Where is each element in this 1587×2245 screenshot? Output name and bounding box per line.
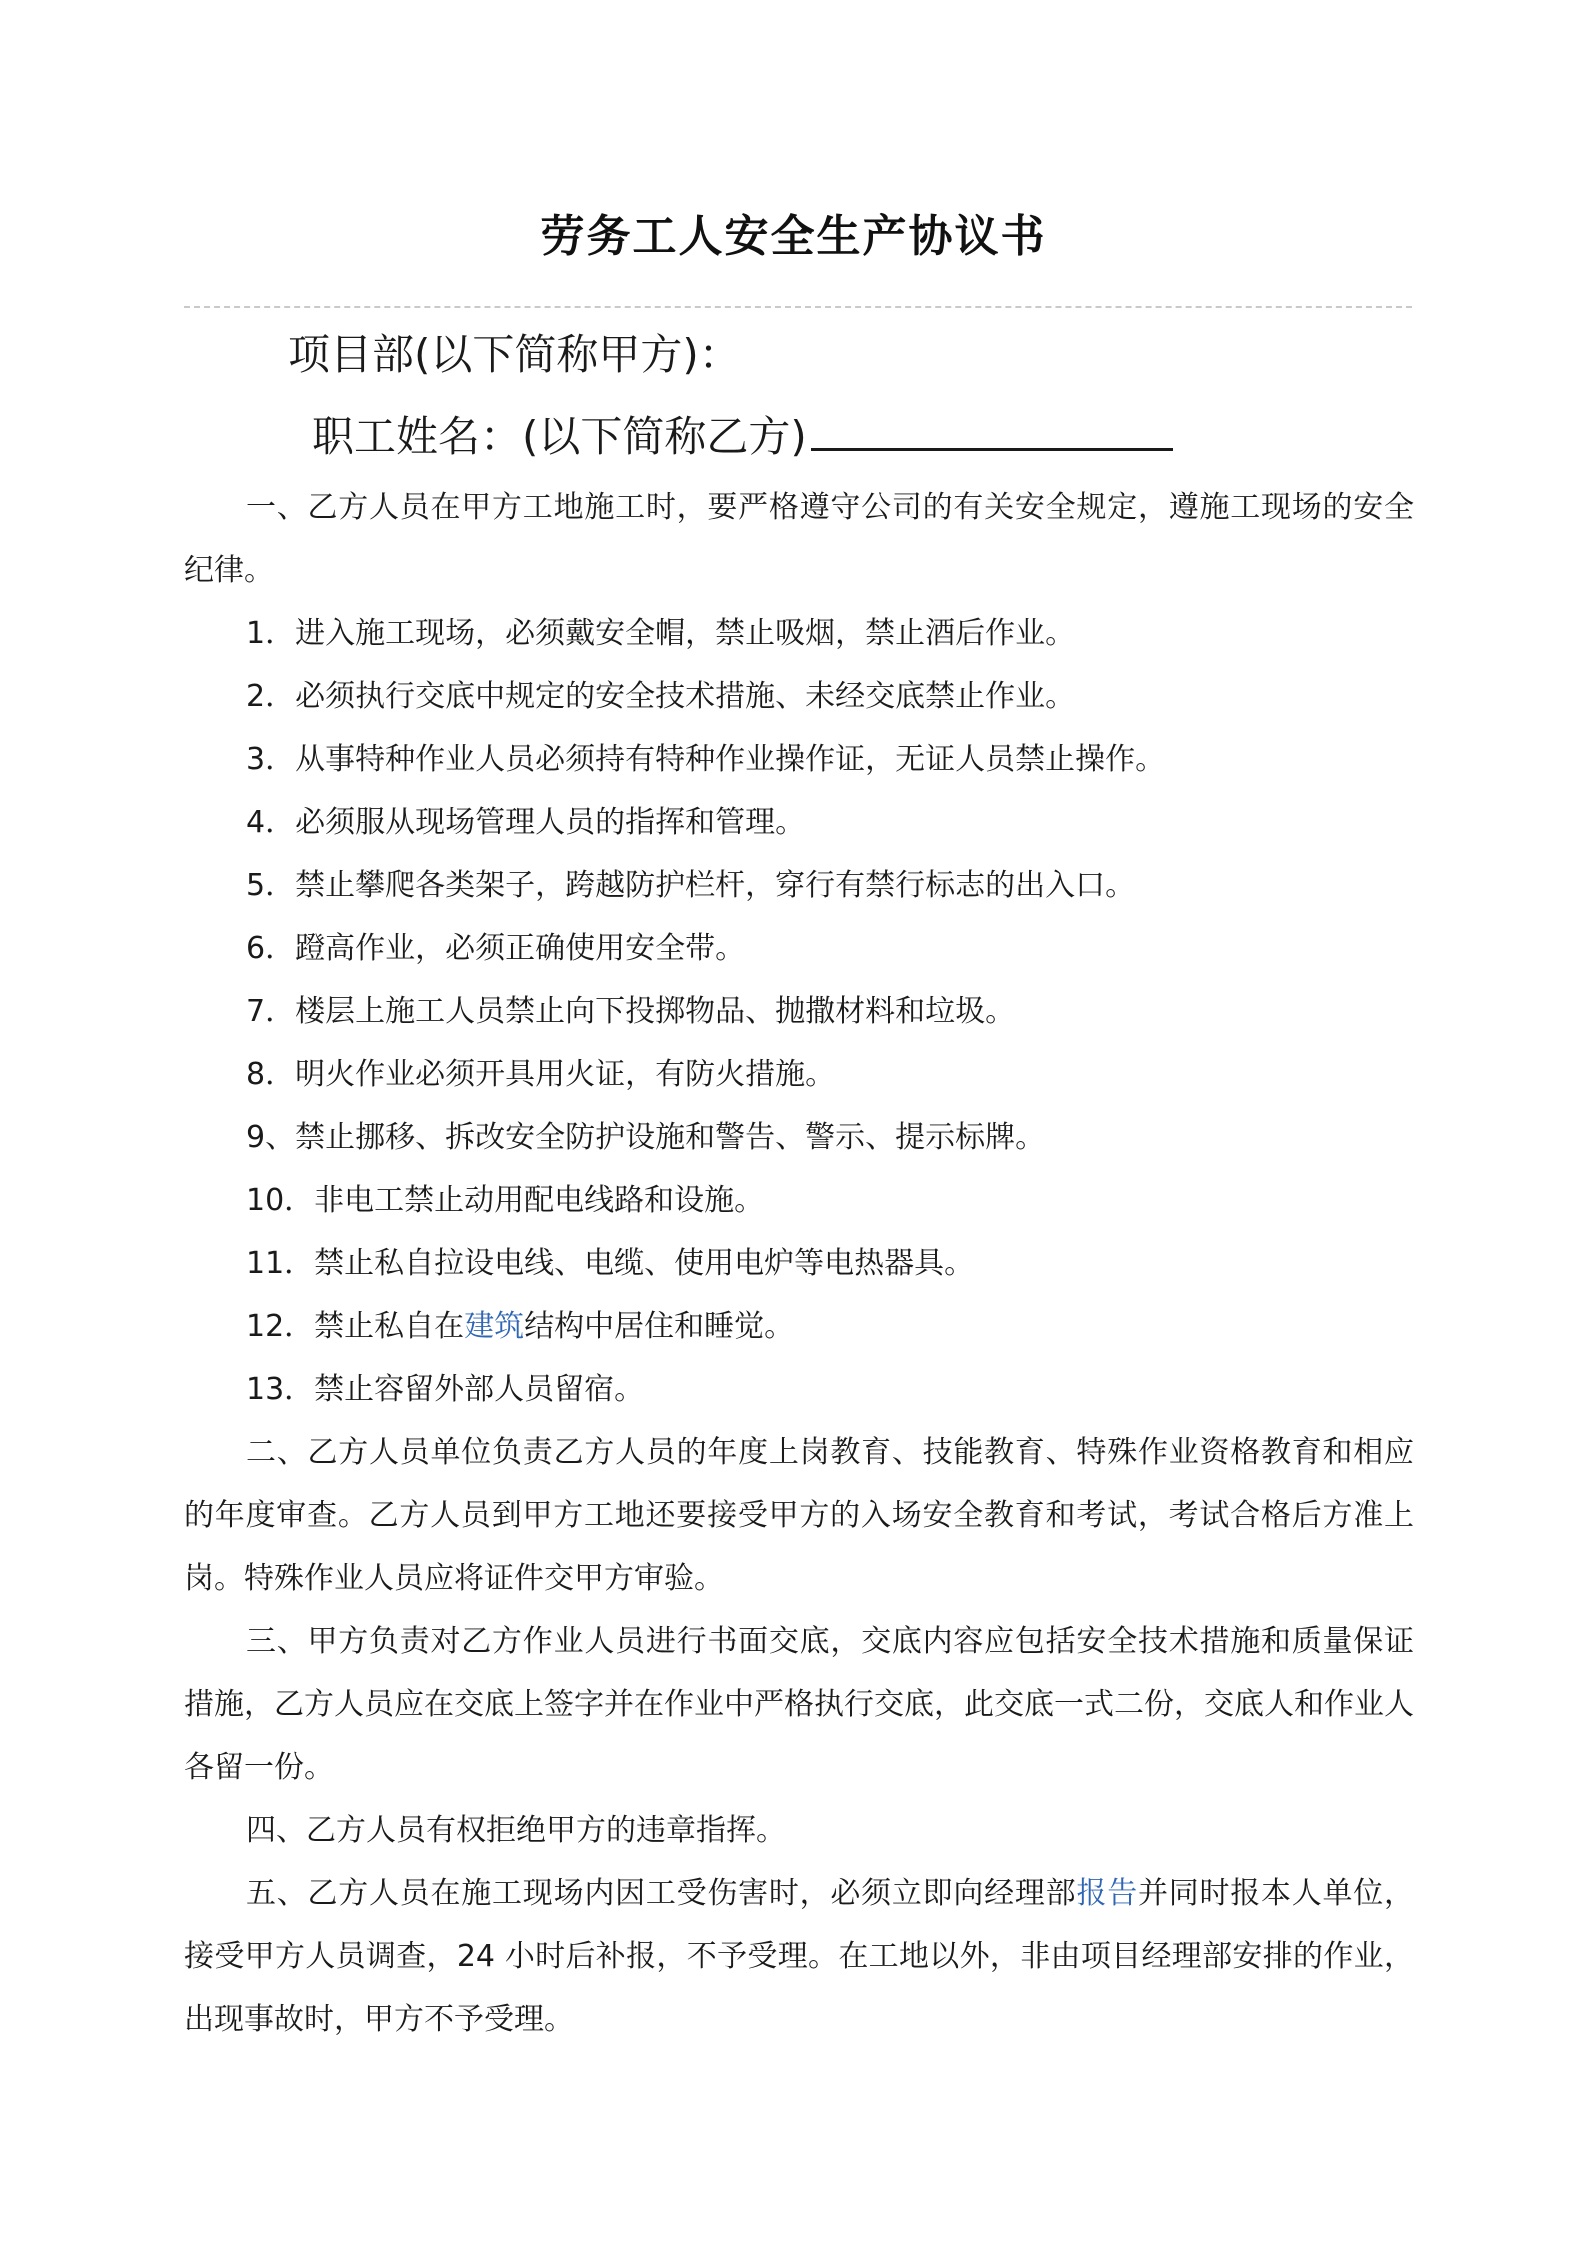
party-a-line	[288, 322, 741, 382]
header-divider	[184, 306, 1412, 308]
clause-5	[184, 1862, 1414, 2051]
agreement-body	[184, 476, 1414, 2051]
clause-2: 二、乙方人员单位负责乙方人员的年度上岗教育、技能教育、特殊作业资格教育和相应的年度审查。乙方人员到甲方工地还要接受甲方的入场安全教育和考试，考试合格后方准上岗。特殊作业人员应将证件交甲方审验。	[184, 1435, 1414, 1596]
clause-5-suffix: 并同时报本人单位，接受甲方人员调查，24 小时后补报，不予受理。在工地以外，非由项目经理部安排的作业，出现事故时，甲方不予受理。	[184, 1876, 1415, 2037]
list-item: 11．禁止私自拉设电线、电缆、使用电炉等电热器具。	[246, 1246, 975, 1281]
document-title: 劳务工人安全生产协议书	[540, 211, 1047, 262]
item-12-prefix: 12．禁止私自在	[246, 1309, 465, 1344]
party-a-label: 项目部(以下简称甲方)：	[288, 330, 741, 379]
clause-5-prefix: 五、乙方人员在施工现场内因工受伤害时，必须立即向经理部	[246, 1876, 1077, 1911]
list-item: 9、禁止挪移、拆改安全防护设施和警告、警示、提示标牌。	[246, 1120, 1046, 1155]
list-item: 3．从事特种作业人员必须持有特种作业操作证，无证人员禁止操作。	[246, 742, 1166, 777]
list-item: 7．楼层上施工人员禁止向下投掷物品、抛撒材料和垃圾。	[246, 994, 1016, 1029]
clause-1: 一、乙方人员在甲方工地施工时，要严格遵守公司的有关安全规定，遵施工现场的安全纪律。	[184, 490, 1414, 588]
clause-4: 四、乙方人员有权拒绝甲方的违章指挥。	[246, 1813, 786, 1848]
party-b-name-blank	[811, 404, 1173, 451]
party-b-label: 职工姓名：(以下简称乙方)	[312, 412, 807, 461]
list-item: 5．禁止攀爬各类架子，跨越防护栏杆，穿行有禁行标志的出入口。	[246, 868, 1136, 903]
report-link[interactable]: 报告	[1076, 1876, 1138, 1911]
list-item: 4．必须服从现场管理人员的指挥和管理。	[246, 805, 806, 840]
party-b-line	[312, 404, 1173, 464]
list-item: 10．非电工禁止动用配电线路和设施。	[246, 1183, 765, 1218]
item-12-suffix: 结构中居住和睡觉。	[524, 1309, 795, 1344]
list-item-13: 13．禁止容留外部人员留宿。	[246, 1372, 645, 1407]
clause-3: 三、甲方负责对乙方作业人员进行书面交底，交底内容应包括安全技术措施和质量保证措施，乙方人员应在交底上签字并在作业中严格执行交底，此交底一式二份，交底人和作业人各留一份。	[184, 1624, 1414, 1785]
list-item: 2．必须执行交底中规定的安全技术措施、未经交底禁止作业。	[246, 679, 1076, 714]
building-link[interactable]: 建筑	[464, 1309, 525, 1344]
list-item: 6．蹬高作业，必须正确使用安全带。	[246, 931, 746, 966]
list-item: 1．进入施工现场，必须戴安全帽，禁止吸烟，禁止酒后作业。	[246, 616, 1076, 651]
list-item: 8．明火作业必须开具用火证，有防火措施。	[246, 1057, 836, 1092]
list-item-12	[184, 1295, 1414, 1358]
